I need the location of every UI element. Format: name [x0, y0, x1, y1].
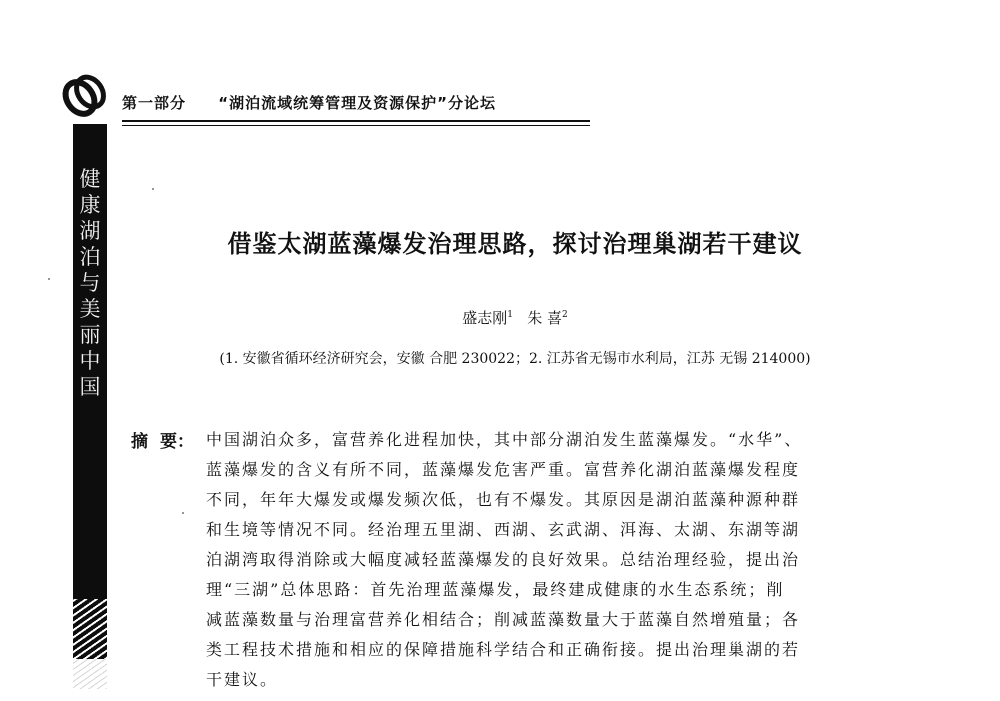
section-forum: “湖泊流域统筹管理及资源保护”分论坛 — [218, 94, 496, 112]
side-bar-text: 健康湖泊与美丽中国 — [79, 167, 101, 399]
abstract-label-char: 要： — [160, 432, 194, 452]
abstract-line: 中国湖泊众多，富营养化进程加快，其中部分湖泊发生蓝藻爆发。“水华”、 — [206, 430, 803, 449]
side-bar-stripes — [73, 599, 107, 659]
abstract-line: 和生境等情况不同。经治理五里湖、西湖、玄武湖、洱海、太湖、东湖等湖 — [206, 520, 801, 539]
abstract-line: 理“三湖”总体思路：首先治理蓝藻爆发，最终建成健康的水生态系统；削 — [206, 580, 785, 599]
author-affiliation-mark: 2 — [562, 310, 568, 320]
logo-icon — [58, 68, 114, 122]
abstract-line: 类工程技术措施和相应的保障措施科学结合和正确衔接。提出治理巢湖的若 — [206, 640, 801, 659]
side-bar-fade — [73, 659, 107, 689]
side-bar — [73, 124, 107, 659]
abstract-line: 不同，年年大爆发或爆发频次低，也有不爆发。其原因是湖泊蓝藻种源种群 — [206, 490, 801, 509]
header-rule — [122, 120, 590, 122]
abstract-body — [206, 425, 906, 695]
abstract-line: 蓝藻爆发的含义有所不同，蓝藻爆发危害严重。富营养化湖泊蓝藻爆发程度 — [206, 460, 801, 479]
header-rule-thin — [122, 125, 590, 126]
scan-speck — [182, 512, 184, 514]
abstract-label-char: 摘 — [131, 432, 148, 452]
author-name: 朱 喜 — [527, 309, 563, 327]
abstract-line: 干建议。 — [206, 670, 279, 689]
abstract-line: 减蓝藻数量与治理富营养化相结合；削减蓝藻数量大于蓝藻自然增殖量；各 — [206, 610, 801, 629]
section-part: 第一部分 — [122, 94, 187, 112]
abstract-label — [131, 427, 194, 452]
authors — [320, 307, 710, 328]
author-name: 盛志刚 — [462, 309, 508, 327]
section-header — [122, 92, 592, 118]
author-affiliation-mark: 1 — [507, 310, 513, 320]
abstract-line: 泊湖湾取得消除或大幅度减轻蓝藻爆发的良好效果。总结治理经验，提出治 — [206, 550, 801, 569]
affiliation: (1. 安徽省循环经济研究会，安徽 合肥 230022；2. 江苏省无锡市水利局，江苏 无锡 214000) — [219, 351, 811, 367]
scan-speck — [152, 188, 154, 190]
paper-title: 借鉴太湖蓝藻爆发治理思路，探讨治理巢湖若干建议 — [227, 230, 803, 258]
scan-speck — [48, 278, 50, 280]
